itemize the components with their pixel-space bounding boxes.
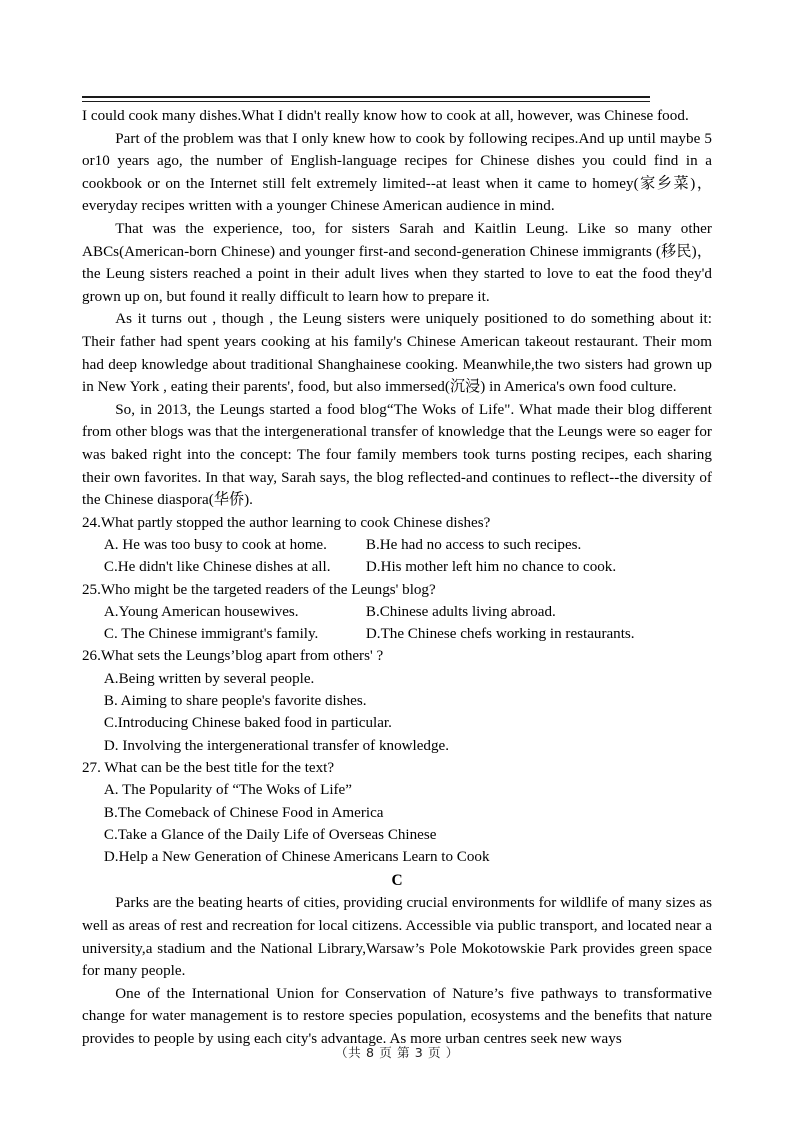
question-25-stem: 25.Who might be the targeted readers of the Leungs' blog? bbox=[82, 581, 436, 598]
passage-c-paragraph-2: One of the International Union for Conservation of Nature’s five pathways to transformative change for water management is to restore species population, ecosystems and the benefits that nature provides to people by using each city's advantage. As more urban centres seek new ways bbox=[82, 985, 712, 1047]
question-26-option-d[interactable]: D. Involving the intergenerational transfer of knowledge. bbox=[103, 737, 449, 754]
question-26-option-a[interactable]: A.Being written by several people. bbox=[103, 670, 315, 687]
page-footer: （共 8 页 第 3 页 ） bbox=[334, 1045, 459, 1060]
question-27-option-d[interactable]: D.Help a New Generation of Chinese Americans Learn to Cook bbox=[103, 849, 490, 866]
question-27-stem: 27. What can be the best title for the text? bbox=[82, 759, 335, 776]
question-24-stem: 24.What partly stopped the author learning to cook Chinese dishes? bbox=[82, 514, 491, 531]
question-24-row-1 bbox=[82, 534, 712, 556]
passage-b-paragraph-1: I could cook many dishes.What I didn't really know how to cook at all, however, was Chinese food. bbox=[82, 108, 689, 124]
passage-b-paragraph-5: So, in 2013, the Leungs started a food blog“The Woks of Life". What made their blog different from other blogs was that the intergenerational transfer of knowledge that the Leungs were so eager for was baked right into the concept: The four family members took turns posting recipes, each sharing their own favorites. In that way, Sarah says, the blog reflected-and continues to reflect--the diversity of the Chinese diaspora(华侨). bbox=[82, 401, 712, 509]
question-24-option-c[interactable]: C.He didn't like Chinese dishes at all. bbox=[103, 559, 331, 576]
question-24-option-d[interactable]: D.His mother left him no chance to cook. bbox=[365, 559, 617, 576]
passage-b-paragraph-3: That was the experience, too, for sisters Sarah and Kaitlin Leung. Like so many other ABCs(American-born Chinese) and younger first-and second-generation Chinese immigrants (移民)，the Leung sisters reached a point in their adult lives when they started to love to eat the food they'd grown up on, but found it really difficult to learn how to prepare it. bbox=[82, 220, 712, 305]
question-27-option-b[interactable]: B.The Comeback of Chinese Food in America bbox=[103, 804, 384, 821]
question-24-row-2 bbox=[82, 556, 712, 578]
question-25-option-a[interactable]: A.Young American housewives. bbox=[103, 603, 299, 620]
question-24-option-a[interactable]: A. He was too busy to cook at home. bbox=[103, 536, 327, 553]
question-24-option-b[interactable]: B.He had no access to such recipes. bbox=[365, 536, 582, 553]
question-25-row-1 bbox=[82, 601, 712, 623]
passage-c-paragraph-1: Parks are the beating hearts of cities, providing crucial environments for wildlife of many sizes as well as areas of rest and recreation for local citizens. Accessible via public transport, and located near a university,a stadium and the National Library,Warsaw’s Pole Mokotowskie Park provides green space for many people. bbox=[82, 895, 712, 980]
question-26-stem: 26.What sets the Leungs’blog apart from others' ? bbox=[82, 648, 384, 665]
question-25-option-d[interactable]: D.The Chinese chefs working in restaurants. bbox=[365, 626, 635, 643]
question-25-option-c[interactable]: C. The Chinese immigrant's family. bbox=[103, 626, 319, 643]
passage-b-paragraph-4: As it turns out , though , the Leung sisters were uniquely positioned to do something about it: Their father had spent years cooking at his family's Chinese American takeout restaurant. Their mom had deep knowledge about traditional Shanghainese cooking. Meanwhile,the two sisters had grown up in New York , eating their parents', food, but also immersed(沉浸) in America's own food culture. bbox=[82, 311, 712, 396]
header-double-rule bbox=[82, 96, 650, 102]
question-26-option-b[interactable]: B. Aiming to share people's favorite dishes. bbox=[103, 693, 367, 710]
section-letter-c: C bbox=[391, 872, 403, 890]
question-25-row-2 bbox=[82, 623, 712, 645]
question-27-option-a[interactable]: A. The Popularity of “The Woks of Life” bbox=[103, 782, 352, 799]
passage-b-paragraph-2: Part of the problem was that I only knew how to cook by following recipes.And up until maybe 5 or10 years ago, the number of English-language recipes for Chinese dishes you could find in a cookbook or on the Internet still felt extremely limited--at least when it came to homey(家乡菜)，everyday recipes written with a younger Chinese American audience in mind. bbox=[82, 130, 712, 215]
question-25-option-b[interactable]: B.Chinese adults living abroad. bbox=[365, 603, 556, 620]
page-content bbox=[82, 96, 712, 1051]
question-27-option-c[interactable]: C.Take a Glance of the Daily Life of Overseas Chinese bbox=[103, 826, 437, 843]
question-26-option-c[interactable]: C.Introducing Chinese baked food in particular. bbox=[103, 715, 392, 732]
